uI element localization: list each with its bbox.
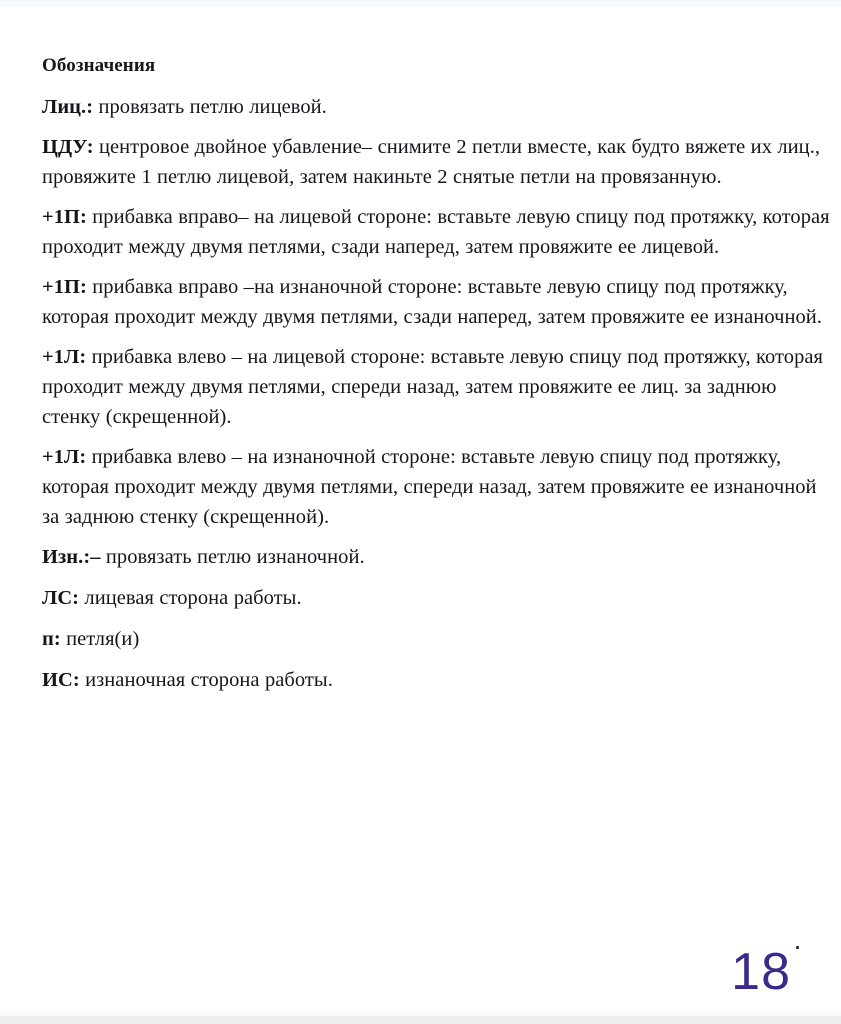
glossary-term: ЦДУ: <box>42 136 94 158</box>
glossary-entry <box>42 202 830 262</box>
glossary-entry <box>42 583 830 613</box>
glossary-definition: лицевая сторона работы. <box>79 587 302 609</box>
glossary-entry <box>42 92 830 122</box>
glossary-definition: прибавка влево – на лицевой стороне: вставьте левую спицу под протяжку, которая проходит между двумя петлями, спереди назад, затем провяжите ее лиц. за заднюю стенку (скрещенной). <box>42 346 824 428</box>
glossary-definition: центровое двойное убавление– снимите 2 петли вместе, как будто вяжете их лиц., провяжите 1 петлю лицевой, затем накиньте 2 снятые петли на провязанную. <box>42 136 821 188</box>
glossary-term: ЛС: <box>42 587 80 609</box>
page-title: Обозначения <box>42 55 156 76</box>
glossary-term: Лиц.: <box>42 96 94 118</box>
glossary-term: +1Л: <box>42 346 87 368</box>
glossary-term: ИС: <box>42 669 80 691</box>
glossary-entry <box>42 442 830 532</box>
glossary-term: п: <box>42 628 61 650</box>
glossary-definition: провязать петлю изнаночной. <box>100 546 365 568</box>
glossary-term: +1П: <box>42 206 87 228</box>
glossary-definition: петля(и) <box>60 628 140 650</box>
scan-speck <box>796 946 799 949</box>
glossary-term: +1Л: <box>42 446 87 468</box>
document-body <box>42 52 830 706</box>
page-number: 18 <box>731 943 791 1001</box>
glossary-definition: прибавка вправо –на изнаночной стороне: вставьте левую спицу под протяжку, которая проходит между двумя петлями, сзади наперед, затем провяжите ее изнаночной. <box>42 276 822 328</box>
glossary-definition: провязать петлю лицевой. <box>93 96 327 118</box>
scan-edge-top <box>0 0 841 7</box>
glossary-entry <box>42 624 830 654</box>
glossary-definition: прибавка вправо– на лицевой стороне: вставьте левую спицу под протяжку, которая проходит между двумя петлями, сзади наперед, затем провяжите ее лицевой. <box>42 206 830 258</box>
scan-edge-bottom <box>0 1016 841 1024</box>
glossary-definition: прибавка влево – на изнаночной стороне: вставьте левую спицу под протяжку, которая проходит между двумя петлями, спереди назад, затем провяжите ее изнаночной за заднюю стенку (скрещенной). <box>42 446 817 528</box>
glossary-term: +1П: <box>42 276 87 298</box>
glossary-entry <box>42 665 830 695</box>
glossary-entry <box>42 132 830 192</box>
glossary-entry <box>42 342 830 432</box>
glossary-entry <box>42 272 830 332</box>
glossary-entry <box>42 542 830 572</box>
glossary-term: Изн.:– <box>42 546 101 568</box>
glossary-definition: изнаночная сторона работы. <box>79 669 333 691</box>
